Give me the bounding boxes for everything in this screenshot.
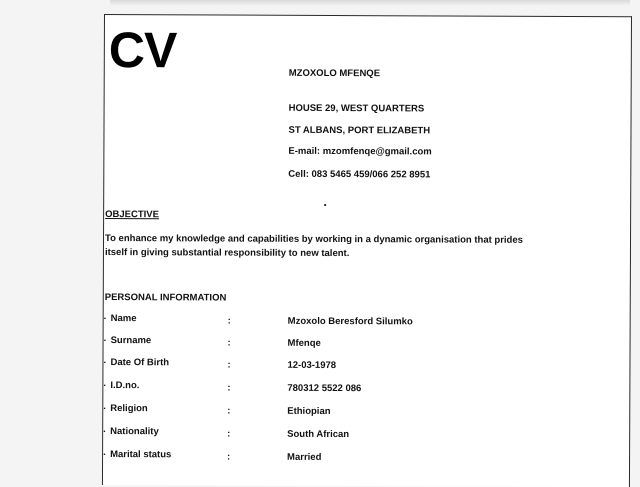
cv-page — [102, 14, 632, 487]
info-value: Mzoxolo Beresford Silumko — [287, 315, 413, 328]
info-value: South African — [287, 428, 350, 441]
info-row-surname — [104, 335, 624, 351]
info-row-date-of-birth — [103, 357, 623, 373]
info-colon: : — [227, 337, 231, 349]
bullet: . — [103, 333, 107, 345]
info-value: Mfenqe — [287, 337, 321, 349]
info-row-name — [104, 313, 624, 329]
info-row-id-no — [103, 380, 623, 396]
objective-text: To enhance my knowledge and capabilities by working in a dynamic organisation that prides itself in giving substantial responsibility to new talent. — [104, 233, 523, 260]
info-label: Surname — [110, 335, 152, 347]
info-colon: : — [227, 315, 231, 327]
objective-heading: OBJECTIVE — [105, 209, 160, 221]
info-colon: : — [227, 405, 231, 417]
info-label: I.D.no. — [110, 380, 140, 392]
info-colon: : — [227, 359, 231, 371]
personal-info-heading: PERSONAL INFORMATION — [104, 292, 227, 304]
bullet: . — [103, 447, 106, 459]
info-label: Nationality — [110, 426, 159, 438]
info-label: Religion — [110, 403, 148, 415]
cv-title: CV — [108, 22, 177, 79]
info-value: 780312 5522 086 — [287, 382, 362, 395]
info-value: Married — [287, 451, 322, 463]
scan-speck — [324, 204, 326, 206]
address-line-2: ST ALBANS, PORT ELIZABETH — [288, 124, 431, 137]
address-line-1: HOUSE 29, WEST QUARTERS — [288, 102, 425, 115]
bullet: . — [103, 311, 107, 323]
info-colon: : — [227, 428, 231, 440]
cell-line: Cell: 083 5465 459/066 252 8951 — [288, 168, 431, 181]
info-row-religion — [103, 403, 623, 419]
bullet: . — [103, 378, 107, 390]
info-colon: : — [227, 451, 231, 463]
bullet: . — [103, 401, 106, 413]
info-value: 12-03-1978 — [287, 359, 337, 372]
info-row-nationality — [103, 426, 623, 442]
bullet: . — [103, 355, 107, 367]
info-value: Ethiopian — [287, 405, 331, 417]
info-label: Date Of Birth — [110, 357, 170, 369]
email-line: E-mail: mzomfenqe@gmail.com — [288, 145, 432, 158]
info-row-marital-status — [103, 449, 623, 465]
contact-name: MZOXOLO MFENQE — [288, 67, 381, 80]
info-label: Name — [110, 313, 137, 325]
info-label: Marital status — [110, 449, 172, 461]
info-colon: : — [227, 382, 231, 394]
bullet: . — [103, 424, 106, 436]
scan-shadow — [110, 0, 630, 6]
